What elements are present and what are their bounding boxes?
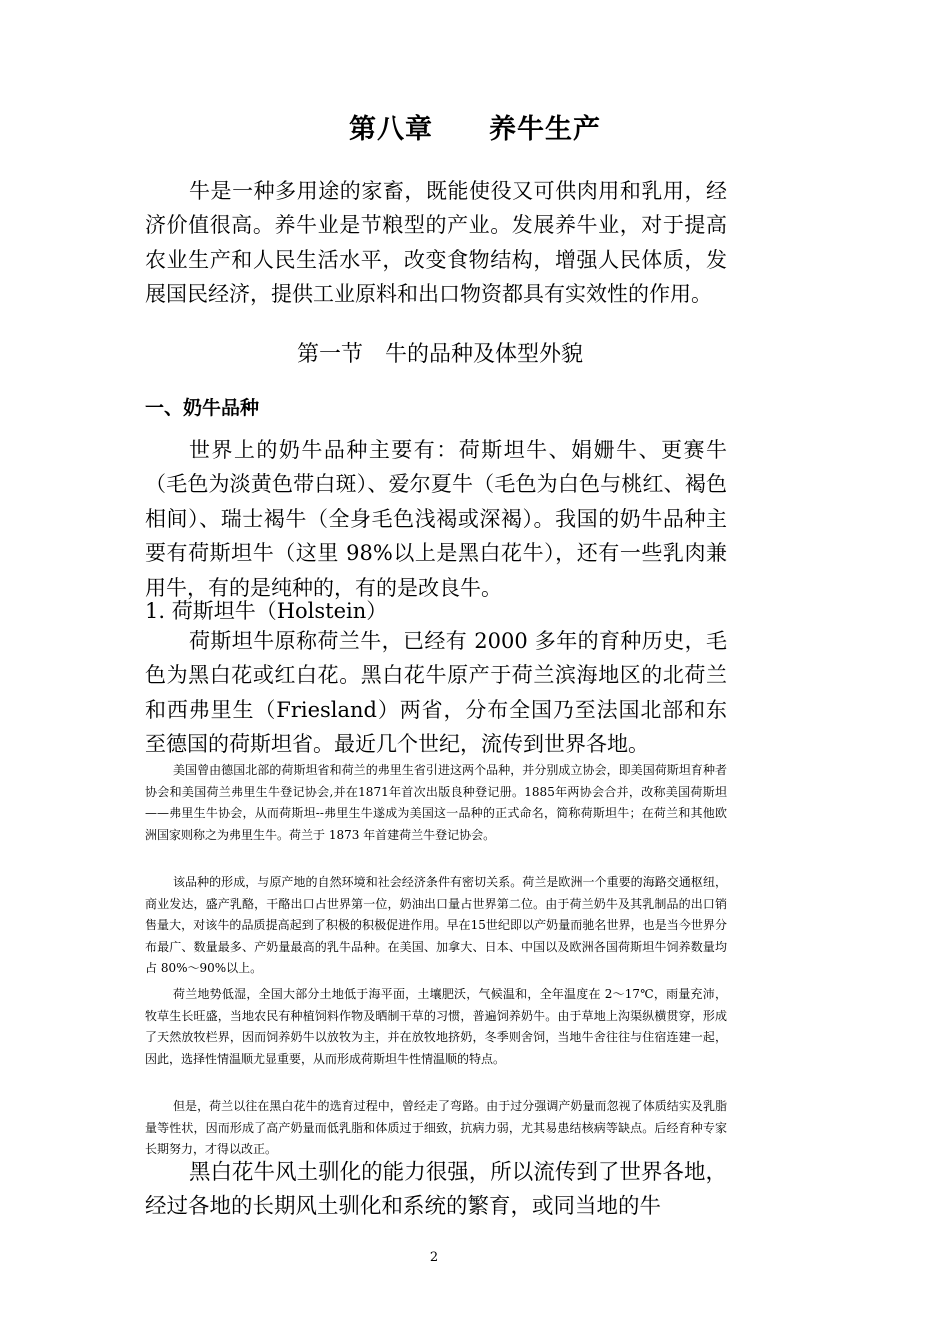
note-paragraph: 该品种的形成，与原产地的自然环境和社会经济条件有密切关系。荷兰是欧洲一个重要的海路交通枢纽，商业发达，盛产乳酪，干酪出口占世界第一位，奶油出口量占世界第二位。由于荷兰奶牛及其乳制品的出口销售量大，对该牛的品质提高起到了积极的积极促进作用。早在15世纪即以产奶量而驰名世界，也是当今世界分布最广、数量最多、产奶量最高的乳牛品种。在美国、加拿大、日本、中国以及欧洲各国荷斯坦牛饲养数量均占 80%～90%以上。 — [145, 875, 727, 976]
note-paragraph: 荷兰地势低湿，全国大部分土地低于海平面，土壤肥沃，气候温和，全年温度在 2～17℃，雨量充沛，牧草生长旺盛，当地农民有种植饲料作物及晒制干草的习惯，普遍饲养奶牛。由于草地上沟渠纵横贯穿，形成了天然放牧栏界，因而饲养奶牛以放牧为主，并在放牧地挤奶，冬季则舍饲，当地牛舍往往与住宿连建一起，因此，选择性情温顺尤显重要，从而形成荷斯坦牛性情温顺的特点。 — [145, 987, 727, 1066]
page-number: 2 — [429, 1250, 439, 1265]
item-heading-holstein: 1. 荷斯坦牛（Holstein） — [145, 599, 388, 623]
note-paragraph: 但是，荷兰以往在黑白花牛的选育过程中，曾经走了弯路。由于过分强调产奶量而忽视了体质结实及乳脂量等性状，因而形成了高产奶量而低乳脂和体质过于细致，抗病力弱，尤其易患结核病等缺点。后经育种专家长期努力，才得以改正。 — [145, 1099, 727, 1157]
breeds-paragraph: 世界上的奶牛品种主要有：荷斯坦牛、娟姗牛、更赛牛（毛色为淡黄色带白斑）、爱尔夏牛（毛色为白色与桃红、褐色相间）、瑞士褐牛（全身毛色浅褐或深褐）。我国的奶牛品种主要有荷斯坦牛（这里 98%以上是黑白花牛），还有一些乳肉兼用牛，有的是纯种的，有的是改良牛。 — [145, 438, 727, 600]
holstein-paragraph: 荷斯坦牛原称荷兰牛，已经有 2000 多年的育种历史，毛色为黑白花或红白花。黑白花牛原产于荷兰滨海地区的北荷兰和西弗里生（Friesland）两省，分布全国乃至法国北部和东至德国的荷斯坦省。最近几个世纪，流传到世界各地。 — [145, 629, 727, 757]
subheading-dairy-breeds: 一、奶牛品种 — [145, 397, 260, 419]
closing-paragraph: 黑白花牛风土驯化的能力很强，所以流传到了世界各地，经过各地的长期风土驯化和系统的繁育，或同当地的牛 — [145, 1160, 727, 1219]
intro-paragraph: 牛是一种多用途的家畜，既能使役又可供肉用和乳用，经济价值很高。养牛业是节粮型的产业。发展养牛业，对于提高农业生产和人民生活水平，改变食物结构，增强人民体质，发展国民经济，提供工业原料和出口物资都具有实效性的作用。 — [145, 179, 727, 307]
section-title: 第一节 牛的品种及体型外貌 — [296, 342, 583, 367]
chapter-title: 第八章 养牛生产 — [349, 114, 601, 145]
note-paragraph: 美国曾由德国北部的荷斯坦省和荷兰的弗里生省引进这两个品种，并分别成立协会，即美国荷斯坦育种者协会和美国荷兰弗里生牛登记协会,并在1871年首次出版良种登记册。1885年两协会合并，改称美国荷斯坦——弗里生牛协会，从而荷斯坦--弗里生牛遂成为美国这一品种的正式命名，简称荷斯坦牛；在荷兰和其他欧洲国家则称之为弗里生牛。荷兰于 1873 年首建荷兰牛登记协会。 — [145, 763, 727, 842]
